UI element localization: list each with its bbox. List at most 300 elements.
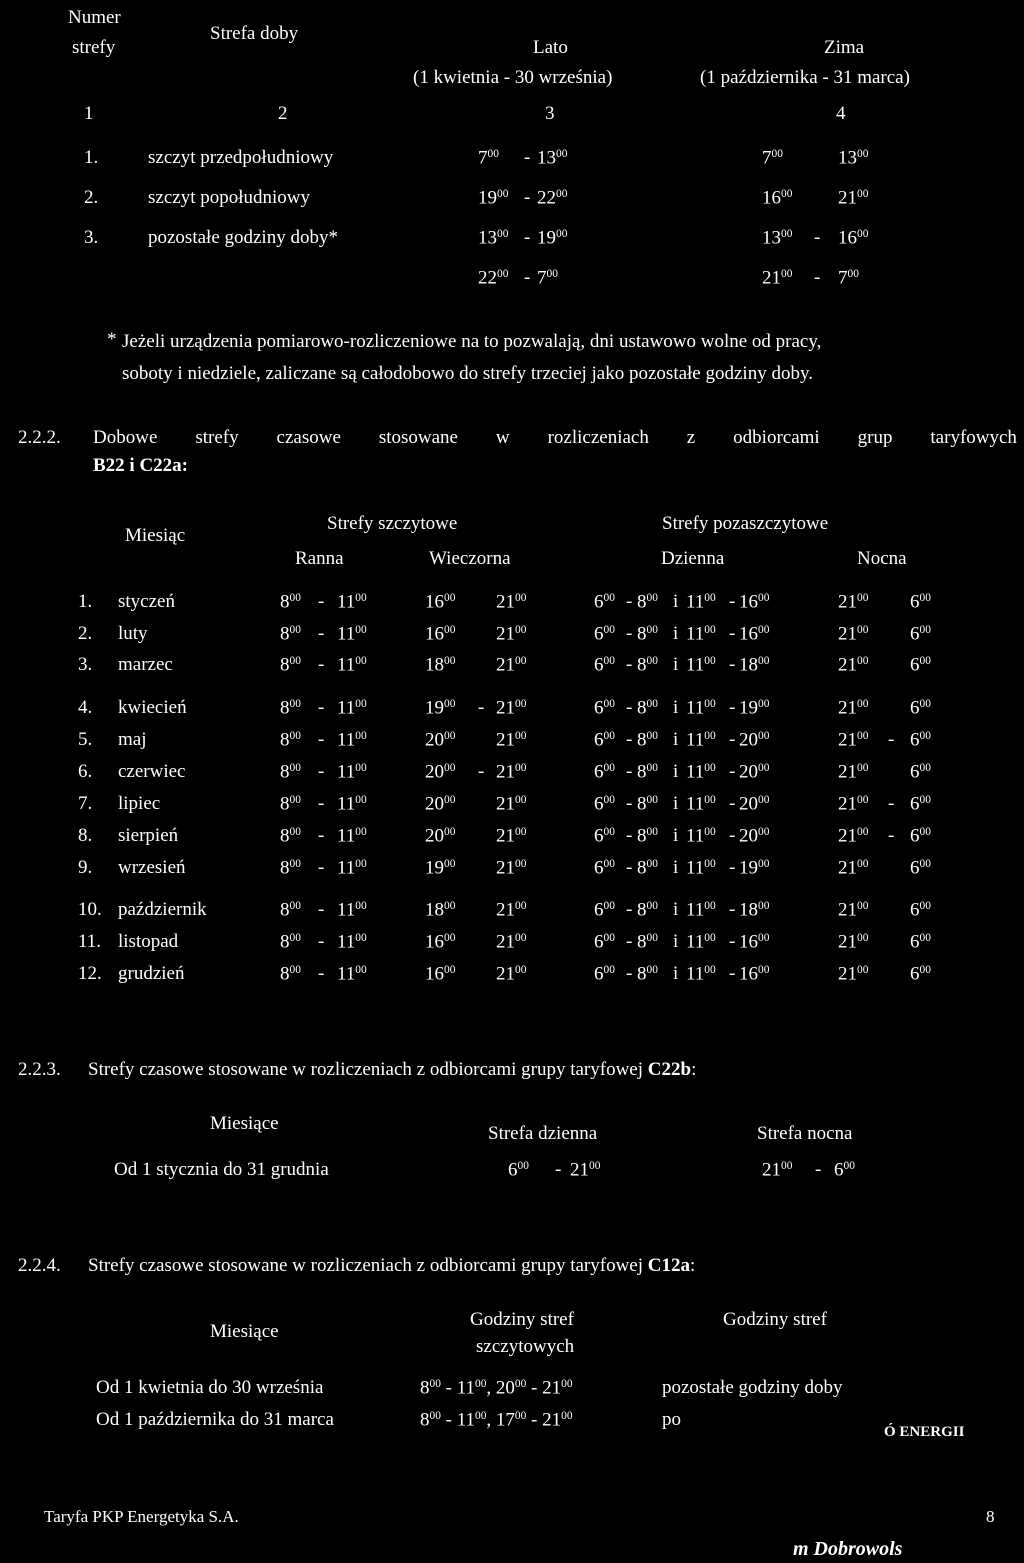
t2-morning-from-minutes: 00: [289, 730, 301, 742]
t2-night-to: [910, 826, 931, 847]
header-other-hours: Godziny stref: [723, 1309, 827, 1330]
t1-summer-from-hour: 13: [478, 227, 497, 249]
t2-day-2: [637, 858, 658, 879]
t2-morning-from-minutes: 00: [289, 932, 301, 944]
t2-day-and: i: [673, 963, 679, 984]
t2-month-name: listopad: [118, 931, 179, 952]
t1-winter-from-minutes: 00: [771, 148, 783, 160]
t2-night-from: [838, 762, 868, 783]
section-number-2-2-2: 2.2.2.: [18, 427, 61, 448]
t2-day-3: [686, 730, 716, 751]
t2-day-2-minutes: 00: [646, 730, 658, 742]
t2-day-3-minutes: 00: [704, 762, 716, 774]
header-zone-number-line2: strefy: [72, 37, 116, 58]
t2-morning-from: [280, 794, 301, 815]
t2-night-to-minutes: 00: [919, 858, 931, 870]
t2-night-to-hour: 6: [910, 963, 920, 985]
t2-night-dash: -: [888, 793, 895, 814]
t2-morning-to-hour: 11: [337, 825, 356, 847]
t2-row-number: 10.: [78, 899, 102, 920]
t2-day-2: [637, 794, 658, 815]
column-number: 3: [545, 103, 555, 124]
t1-summer-from-hour: 19: [478, 187, 497, 209]
t2-evening-to: [496, 592, 526, 613]
t2-night-to-minutes: 00: [919, 698, 931, 710]
t2-morning-from-hour: 8: [280, 697, 290, 719]
t2-night-to: [910, 592, 931, 613]
page-number: 8: [986, 1507, 995, 1526]
footnote-line-1: Jeżeli urządzenia pomiarowo-rozliczeniowe na to pozwalają, dni ustawowo wolne od pracy,: [122, 331, 822, 352]
t2-morning-to-hour: 11: [337, 857, 356, 879]
t2-night-from: [838, 698, 868, 719]
t2-morning-to-hour: 11: [337, 931, 356, 953]
t2-day-dash-1: -: [626, 761, 633, 782]
t2-evening-from: [425, 592, 455, 613]
t2-evening-from-hour: 16: [425, 623, 444, 645]
t2-day-dash-2: -: [729, 654, 736, 675]
t2-day-and: i: [673, 793, 679, 814]
t1-summer-from-minutes: 00: [497, 268, 509, 280]
t2-night-from-minutes: 00: [857, 794, 869, 806]
t2-day-1-minutes: 00: [603, 762, 615, 774]
minutes: 00: [429, 1410, 441, 1422]
t2-night-to-minutes: 00: [919, 762, 931, 774]
t2-day-2-minutes: 00: [646, 964, 658, 976]
t2-night-to: [910, 932, 931, 953]
t2-day-dash-1: -: [626, 623, 633, 644]
t2-day-dash-2: -: [729, 623, 736, 644]
t2-day-4: [739, 655, 769, 676]
t2-morning-from-hour: 8: [280, 963, 290, 985]
t1-winter-from-hour: 16: [762, 187, 781, 209]
word: odbiorcami: [733, 427, 820, 448]
t2-day-3-hour: 11: [686, 623, 705, 645]
t2-evening-from: [425, 826, 455, 847]
t2-day-2: [637, 762, 658, 783]
t2-day-2-minutes: 00: [646, 624, 658, 636]
t1-winter-to-minutes: 00: [847, 268, 859, 280]
t2-day-3: [686, 698, 716, 719]
t2-night-from-minutes: 00: [857, 730, 869, 742]
t2-morning-from: [280, 932, 301, 953]
t2-day-3: [686, 858, 716, 879]
t2-day-4-hour: 19: [739, 697, 758, 719]
t2-night-to-minutes: 00: [919, 826, 931, 838]
t2-day-4: [739, 624, 769, 645]
hour: 8: [420, 1377, 430, 1399]
t2-day-4-minutes: 00: [758, 900, 770, 912]
t1-winter-to: [838, 148, 868, 169]
column-number: 1: [84, 103, 94, 124]
t2-evening-to-hour: 21: [496, 697, 515, 719]
c22b-night-from-minutes: 00: [781, 1160, 793, 1172]
t2-morning-to: [337, 624, 367, 645]
t2-day-3-minutes: 00: [704, 900, 716, 912]
t1-summer-to-hour: 22: [537, 187, 556, 209]
t2-evening-to-minutes: 00: [515, 900, 527, 912]
t2-day-2: [637, 624, 658, 645]
t2-evening-from: [425, 730, 455, 751]
t2-evening-from-hour: 16: [425, 591, 444, 613]
t2-evening-from-hour: 19: [425, 697, 444, 719]
t1-winter-to: [838, 188, 868, 209]
t2-day-4-minutes: 00: [758, 624, 770, 636]
t2-day-2-minutes: 00: [646, 858, 658, 870]
row-whole-year: Od 1 stycznia do 31 grudnia: [114, 1159, 329, 1180]
t2-day-2-hour: 8: [637, 729, 647, 751]
header-summer: Lato: [533, 37, 568, 58]
t2-day-2: [637, 730, 658, 751]
t2-evening-to: [496, 655, 526, 676]
section-2-2-4-text: [88, 1256, 695, 1277]
t2-day-1-hour: 6: [594, 963, 604, 985]
t2-row-number: 8.: [78, 825, 93, 846]
t2-night-from-hour: 21: [838, 931, 857, 953]
t2-day-1: [594, 964, 615, 985]
t1-winter-from-minutes: 00: [781, 228, 793, 240]
t2-night-from-hour: 21: [838, 963, 857, 985]
t1-summer-to-hour: 7: [537, 267, 547, 289]
c22b-night-to-minutes: 00: [843, 1160, 855, 1172]
t2-day-4-minutes: 00: [758, 592, 770, 604]
t2-day-dash-2: -: [729, 963, 736, 984]
t2-morning-from-minutes: 00: [289, 655, 301, 667]
t2-day-2-minutes: 00: [646, 794, 658, 806]
t2-night-to: [910, 858, 931, 879]
t2-day-dash-1: -: [626, 654, 633, 675]
t2-day-1-hour: 6: [594, 697, 604, 719]
t2-evening-to-hour: 21: [496, 654, 515, 676]
t2-day-dash-1: -: [626, 963, 633, 984]
t2-day-dash-2: -: [729, 591, 736, 612]
t2-day-3-minutes: 00: [704, 932, 716, 944]
t2-morning-from-minutes: 00: [289, 762, 301, 774]
t2-evening-from-hour: 20: [425, 793, 444, 815]
t2-day-1-hour: 6: [594, 899, 604, 921]
t2-night-from-minutes: 00: [857, 858, 869, 870]
c22b-day-to: [570, 1160, 600, 1181]
t2-evening-from-minutes: 00: [444, 762, 456, 774]
t2-day-1-minutes: 00: [603, 932, 615, 944]
t2-day-dash-2: -: [729, 825, 736, 846]
t2-evening-to: [496, 932, 526, 953]
t1-winter-to-hour: 21: [838, 187, 857, 209]
t2-evening-from: [425, 624, 455, 645]
c12a-summer-other-hours: pozostałe godziny doby: [662, 1377, 843, 1398]
t2-evening-to-minutes: 00: [515, 932, 527, 944]
t2-day-and: i: [673, 623, 679, 644]
t1-summer-to-minutes: 00: [556, 148, 568, 160]
t2-evening-to-minutes: 00: [515, 624, 527, 636]
t2-evening-from-minutes: 00: [444, 964, 456, 976]
t2-morning-from-minutes: 00: [289, 698, 301, 710]
t2-month-name: wrzesień: [118, 857, 186, 878]
t2-day-4-minutes: 00: [758, 698, 770, 710]
t2-morning-to: [337, 592, 367, 613]
t2-day-2: [637, 592, 658, 613]
t2-day-4: [739, 900, 769, 921]
t2-morning-to-minutes: 00: [355, 698, 367, 710]
t2-night-to-minutes: 00: [919, 592, 931, 604]
t2-day-2: [637, 698, 658, 719]
t2-night-to-minutes: 00: [919, 932, 931, 944]
text-part: :: [690, 1255, 696, 1276]
t2-morning-to-minutes: 00: [355, 794, 367, 806]
t2-morning-dash: -: [318, 623, 325, 644]
t2-evening-to: [496, 762, 526, 783]
c22b-night-from: [762, 1160, 792, 1181]
column-number: 4: [836, 103, 846, 124]
t2-morning-to-hour: 11: [337, 591, 356, 613]
t2-day-2: [637, 900, 658, 921]
t2-evening-to-minutes: 00: [515, 794, 527, 806]
t2-day-3-hour: 11: [686, 654, 705, 676]
t2-night-from-hour: 21: [838, 729, 857, 751]
t2-day-4: [739, 762, 769, 783]
t2-morning-dash: -: [318, 825, 325, 846]
t2-day-3-hour: 11: [686, 963, 705, 985]
t1-row-number: 3.: [84, 227, 99, 248]
t2-night-to-minutes: 00: [919, 624, 931, 636]
t1-winter-from: [762, 228, 792, 249]
word: strefy: [195, 427, 239, 448]
t2-day-2-hour: 8: [637, 793, 647, 815]
t1-winter-dash: -: [814, 267, 821, 288]
c22b-night-to-hour: 6: [834, 1159, 844, 1181]
t2-morning-from: [280, 624, 301, 645]
text-part: C22b: [647, 1059, 692, 1080]
t1-row-number: 2.: [84, 187, 99, 208]
t2-night-to: [910, 762, 931, 783]
c22b-day-from-hour: 6: [508, 1159, 518, 1181]
t2-day-4-hour: 16: [739, 591, 758, 613]
c22b-day-from: [508, 1160, 529, 1181]
t2-day-and: i: [673, 654, 679, 675]
t1-summer-from-hour: 7: [478, 147, 488, 169]
t2-evening-from-minutes: 00: [444, 858, 456, 870]
minutes: 00: [561, 1410, 573, 1422]
t2-day-3-minutes: 00: [704, 794, 716, 806]
t2-day-4: [739, 932, 769, 953]
t2-day-2-minutes: 00: [646, 900, 658, 912]
t2-evening-to-minutes: 00: [515, 592, 527, 604]
t2-morning-to-minutes: 00: [355, 932, 367, 944]
c22b-night-to: [834, 1160, 855, 1181]
t2-evening-dash: -: [478, 697, 485, 718]
t1-summer-from-minutes: 00: [497, 228, 509, 240]
t2-evening-to-hour: 21: [496, 793, 515, 815]
t2-morning-from-minutes: 00: [289, 900, 301, 912]
t2-day-dash-2: -: [729, 697, 736, 718]
t2-night-from-hour: 21: [838, 761, 857, 783]
t1-summer-to: [537, 228, 567, 249]
t2-month-name: lipiec: [118, 793, 161, 814]
t2-day-3-hour: 11: [686, 761, 705, 783]
t2-day-4-minutes: 00: [758, 964, 770, 976]
t2-day-dash-1: -: [626, 899, 633, 920]
t2-evening-to-hour: 21: [496, 963, 515, 985]
t2-row-number: 7.: [78, 793, 93, 814]
t1-winter-to-minutes: 00: [857, 228, 869, 240]
t2-night-to-hour: 6: [910, 899, 920, 921]
t2-night-to-minutes: 00: [919, 655, 931, 667]
t2-day-3: [686, 900, 716, 921]
t1-winter-dash: -: [814, 227, 821, 248]
t2-morning-dash: -: [318, 697, 325, 718]
header-day-zone: Strefa dzienna: [488, 1123, 598, 1144]
t2-evening-to-minutes: 00: [515, 762, 527, 774]
minutes: 00: [514, 1410, 527, 1422]
t2-evening-to-hour: 21: [496, 761, 515, 783]
t2-evening-from-hour: 19: [425, 857, 444, 879]
t2-row-number: 4.: [78, 697, 93, 718]
t2-day-4-hour: 18: [739, 899, 758, 921]
t2-day-2: [637, 655, 658, 676]
text-part: Strefy czasowe stosowane w rozliczeniach z odbiorcami grupy taryfowej: [88, 1255, 648, 1276]
c22b-day-to-minutes: 00: [589, 1160, 601, 1172]
t2-evening-to: [496, 858, 526, 879]
t1-winter-to-hour: 13: [838, 147, 857, 169]
t2-night-from-hour: 21: [838, 899, 857, 921]
t2-evening-from-hour: 16: [425, 931, 444, 953]
t2-day-4-hour: 18: [739, 654, 758, 676]
section-2-2-2-text-line1: [93, 428, 1017, 449]
t2-evening-to-hour: 21: [496, 931, 515, 953]
text-part: Strefy czasowe stosowane w rozliczeniach z odbiorcami grupy taryfowej: [88, 1059, 648, 1080]
t2-month-name: czerwiec: [118, 761, 186, 782]
t2-day-2: [637, 964, 658, 985]
t2-morning-from-hour: 8: [280, 654, 290, 676]
t2-morning-to-minutes: 00: [355, 592, 367, 604]
t2-morning-to: [337, 932, 367, 953]
t2-evening-from-minutes: 00: [444, 655, 456, 667]
t2-morning-from: [280, 655, 301, 676]
t2-evening-from: [425, 762, 455, 783]
t2-day-3-hour: 11: [686, 857, 705, 879]
t2-night-to-hour: 6: [910, 793, 920, 815]
hour: 21: [542, 1409, 562, 1431]
word: rozliczeniach: [547, 427, 649, 448]
t2-day-2-minutes: 00: [646, 655, 658, 667]
t2-morning-from-hour: 8: [280, 793, 290, 815]
t2-night-to: [910, 794, 931, 815]
t2-day-3-hour: 11: [686, 825, 705, 847]
header-months-2-2-4: Miesiące: [210, 1321, 279, 1342]
word: taryfowych: [930, 427, 1017, 448]
t2-morning-to: [337, 900, 367, 921]
t2-day-dash-2: -: [729, 931, 736, 952]
t2-row-number: 3.: [78, 654, 93, 675]
header-peak-zones: Strefy szczytowe: [327, 513, 458, 534]
t2-evening-to-minutes: 00: [515, 858, 527, 870]
t2-morning-to-hour: 11: [337, 793, 356, 815]
t2-day-4-minutes: 00: [758, 932, 770, 944]
t2-morning-from: [280, 964, 301, 985]
t1-winter-from: [762, 148, 783, 169]
t2-day-1-minutes: 00: [603, 698, 615, 710]
word: czasowe: [276, 427, 341, 448]
t1-winter-from: [762, 268, 792, 289]
t2-morning-to: [337, 698, 367, 719]
t2-day-3: [686, 826, 716, 847]
t2-evening-from-hour: 18: [425, 899, 444, 921]
t2-day-2-hour: 8: [637, 963, 647, 985]
t2-day-3-hour: 11: [686, 729, 705, 751]
t2-day-4-hour: 20: [739, 729, 758, 751]
t2-day-4-hour: 16: [739, 931, 758, 953]
t2-morning-dash: -: [318, 963, 325, 984]
t2-evening-to-minutes: 00: [515, 655, 527, 667]
t2-evening-to: [496, 794, 526, 815]
t1-summer-from-minutes: 00: [487, 148, 499, 160]
t2-morning-dash: -: [318, 899, 325, 920]
t1-winter-to-minutes: 00: [857, 188, 869, 200]
t2-day-1-minutes: 00: [603, 858, 615, 870]
t2-evening-from-minutes: 00: [444, 794, 456, 806]
t2-morning-to: [337, 794, 367, 815]
t1-summer-to-hour: 13: [537, 147, 556, 169]
t2-night-from: [838, 730, 868, 751]
t2-night-from: [838, 624, 868, 645]
t2-night-from-minutes: 00: [857, 932, 869, 944]
t2-day-1-minutes: 00: [603, 655, 615, 667]
c22b-night-dash: -: [815, 1159, 822, 1180]
section-number-2-2-3: 2.2.3.: [18, 1059, 61, 1080]
t2-night-from-minutes: 00: [857, 900, 869, 912]
t2-day-4-minutes: 00: [758, 858, 770, 870]
t2-evening-from-hour: 18: [425, 654, 444, 676]
t2-night-from-minutes: 00: [857, 698, 869, 710]
t2-morning-dash: -: [318, 857, 325, 878]
t2-day-1-hour: 6: [594, 931, 604, 953]
t2-day-2-minutes: 00: [646, 592, 658, 604]
t2-evening-to: [496, 698, 526, 719]
t2-day-1-minutes: 00: [603, 730, 615, 742]
c22b-day-from-minutes: 00: [517, 1160, 529, 1172]
t2-day-dash-1: -: [626, 793, 633, 814]
t2-morning-from-hour: 8: [280, 761, 290, 783]
t2-night-to: [910, 655, 931, 676]
t1-summer-dash: -: [524, 147, 531, 168]
t2-day-1: [594, 794, 615, 815]
t2-month-name: styczeń: [118, 591, 175, 612]
t2-night-from: [838, 932, 868, 953]
header-peak-hours-line1: Godziny stref: [470, 1309, 574, 1330]
t2-morning-dash: -: [318, 654, 325, 675]
t1-winter-from-hour: 7: [762, 147, 772, 169]
t2-day-4-minutes: 00: [758, 655, 770, 667]
word: grup: [857, 427, 893, 448]
t2-night-to-hour: 6: [910, 825, 920, 847]
minutes: 00: [561, 1378, 573, 1390]
t2-day-4: [739, 730, 769, 751]
t2-day-2-hour: 8: [637, 825, 647, 847]
t2-day-1: [594, 698, 615, 719]
t2-day-2-hour: 8: [637, 761, 647, 783]
t2-morning-from-hour: 8: [280, 729, 290, 751]
t1-summer-dash: -: [524, 267, 531, 288]
t2-row-number: 11.: [78, 931, 102, 952]
t2-night-to-minutes: 00: [919, 794, 931, 806]
t2-day-1-minutes: 00: [603, 624, 615, 636]
t2-day-1-hour: 6: [594, 857, 604, 879]
t1-summer-from: [478, 268, 508, 289]
t2-evening-from-minutes: 00: [444, 900, 456, 912]
t1-winter-from-minutes: 00: [781, 268, 793, 280]
t2-morning-from-hour: 8: [280, 899, 290, 921]
t2-morning-to: [337, 858, 367, 879]
minutes: 00: [475, 1378, 487, 1390]
